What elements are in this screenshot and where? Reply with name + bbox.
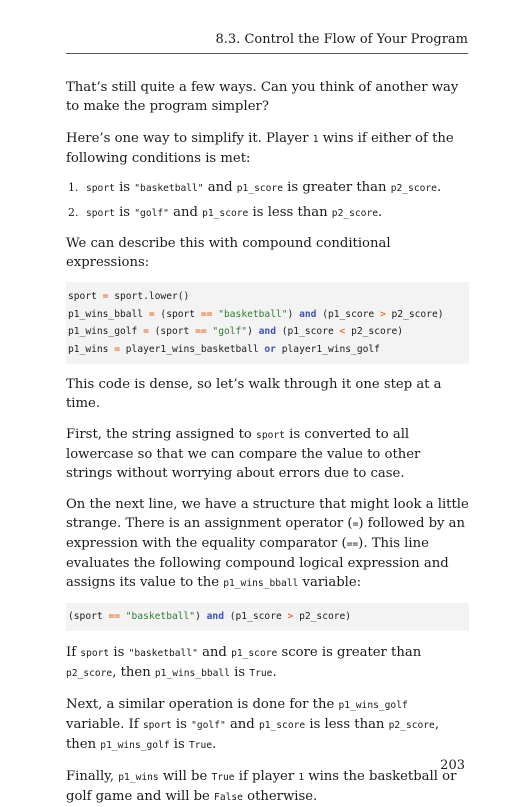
paragraph-8: Next, a similar operation is done for the p1_wins_golf variable. If sport is "golf" and p1_score is less than p2_score, then p1_wins_golf is True. [66,696,440,752]
inline-code: p1_score [236,183,283,194]
running-header: 8.3. Control the Flow of Your Program [215,32,468,47]
inline-code: True [188,739,213,751]
page-body [66,78,469,807]
paragraph-6: On the next line, we have a structure that might look a little strange. There is an assignment operator (=) followed by an expression with the equality comparator (==). This line evaluates the following compound logical expression and assigns its value to the p1_wins_bball variable: [66,497,469,591]
inline-code: sport [256,430,285,442]
inline-code: "basketball" [134,183,204,194]
header-rule [66,53,468,54]
code-block-1 [66,282,469,364]
inline-code: p2_score [66,667,113,679]
paragraph-2: Here’s one way to simplify it. Player 1 wins if either of the following conditions is met: [66,131,454,166]
inline-code: sport [86,183,115,194]
inline-code: False [214,791,243,803]
inline-code: True [211,771,235,783]
conditions-list [66,178,469,223]
inline-code: sport [86,208,115,219]
inline-code: sport [142,719,172,731]
code-line: sport = sport.lower() [68,291,190,302]
inline-code: p1_wins_golf [338,699,408,711]
code-line: p1_wins_bball = (sport == "basketball") and (p1_score > p2_score) [68,308,444,320]
paragraph-4: This code is dense, so let’s walk through it one step at a time. [66,377,442,412]
inline-code: p1_score [202,208,249,219]
code-line: p1_wins = player1_wins_basketball or player1_wins_golf [68,343,380,355]
inline-code: p1_wins [118,771,159,783]
inline-code: True [249,667,273,679]
inline-code: 1 [312,134,319,145]
code-line: p1_wins_golf = (sport == "golf") and (p1_score < p2_score) [68,326,404,338]
inline-code: "golf" [134,208,169,219]
inline-code: p2_score [390,183,437,194]
paragraph-7: If sport is "basketball" and p1_score score is greater than p2_score, then p1_wins_bball is True. [66,644,422,680]
inline-code: == [346,539,359,551]
paragraph-9: Finally, p1_wins will be True if player 1 wins the basketball or golf game and will be False otherwise. [66,768,457,804]
paragraph-1: That’s still quite a few ways. Can you think of another way to make the program simpler? [66,80,459,114]
inline-code: 1 [298,771,305,783]
inline-code: p2_score [331,208,379,219]
page-number: 203 [440,758,465,773]
inline-code: p1_score [258,719,306,731]
inline-code: p1_wins_golf [100,739,170,751]
inline-code: = [352,519,359,531]
list-number: 2. [68,206,79,219]
inline-code: p1_wins_bball [154,667,230,679]
inline-code: sport [80,647,110,659]
list-number: 1. [68,181,79,194]
list-item: 2. sport is "golf" and p1_score is less than p2_score. [68,205,383,220]
inline-code: p2_score [388,719,435,731]
inline-code: p1_wins_bball [223,578,299,590]
inline-code: "basketball" [128,647,198,659]
paragraph-5: First, the string assigned to sport is converted to all lowercase so that we can compare the value to other strings without worrying about errors due to case. [66,427,421,482]
inline-code: "golf" [191,719,226,731]
inline-code: p1_score [231,647,278,659]
code-block-2: (sport == "basketball") and (p1_score > p2_score) [66,603,469,631]
list-item: 1. sport is "basketball" and p1_score is greater than p2_score. [68,180,442,195]
paragraph-3: We can describe this with compound conditional expressions: [66,236,391,270]
